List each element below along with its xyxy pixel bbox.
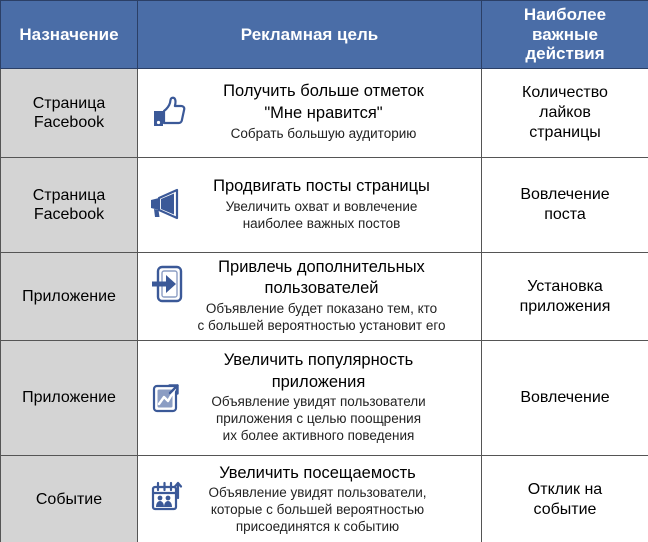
table-row <box>1 253 648 341</box>
action-line2: приложения <box>519 297 611 315</box>
purpose-line1: Приложение <box>22 287 116 305</box>
goal-sub-line2: наиболее важных постов <box>242 215 401 231</box>
column-header-action-line1: Наиболее <box>523 5 607 24</box>
purpose-line1: Страница <box>32 186 106 204</box>
goal-title-line1: Увеличить посещаемость <box>219 463 416 482</box>
goal-title-line1: Продвигать посты страницы <box>213 177 430 196</box>
table-row <box>1 341 648 456</box>
purpose-line2: Facebook <box>33 206 105 224</box>
column-header-action <box>482 1 648 69</box>
action-line2: событие <box>533 501 597 519</box>
cell-purpose <box>1 456 138 542</box>
event-calendar-icon <box>146 478 188 514</box>
goal-title-line2: "Мне нравится" <box>264 104 383 123</box>
cell-purpose <box>1 69 138 158</box>
action-line2: лайков <box>539 104 591 122</box>
goal-sub-line3: присоединятся к событию <box>235 518 400 534</box>
column-header-goal: Рекламная цель <box>138 1 482 69</box>
cell-goal <box>138 253 482 341</box>
purpose-line1: Страница <box>32 94 106 112</box>
cell-purpose <box>1 341 138 456</box>
cell-action <box>482 253 648 341</box>
table-row <box>1 69 648 158</box>
goal-sub-line2: с большей вероятностью установит его <box>197 317 446 333</box>
action-line3: страницы <box>529 124 601 142</box>
table-body <box>1 69 648 542</box>
action-line1: Количество <box>522 84 608 102</box>
table-row <box>1 158 648 253</box>
cell-purpose <box>1 253 138 341</box>
thumbs-up-icon <box>146 94 188 132</box>
app-engagement-chart-icon <box>146 377 188 415</box>
cell-purpose <box>1 158 138 253</box>
action-line1: Вовлечение <box>520 389 610 407</box>
goal-sub-line2: приложения с целью поощрения <box>215 411 422 427</box>
goal-sub-line1: Собрать большую аудиторию <box>230 126 417 142</box>
action-line1: Вовлечение <box>520 186 610 204</box>
header-row <box>1 1 648 69</box>
column-header-purpose: Назначение <box>1 1 138 69</box>
column-header-action-line2: важные <box>532 24 598 44</box>
goal-title-line1: Получить больше отметок <box>223 82 424 101</box>
cell-goal <box>138 456 482 542</box>
goal-title-line1: Увеличить популярность <box>223 350 414 369</box>
app-install-icon <box>146 264 188 304</box>
goal-title-line1: Привлечь дополнительных <box>218 257 425 276</box>
goal-sub-line1: Объявление увидят пользователи <box>211 394 426 410</box>
goal-sub-line1: Увеличить охват и вовлечение <box>225 198 418 214</box>
goal-sub-line2: которые с большей вероятностью <box>210 502 425 518</box>
cell-action <box>482 456 648 542</box>
action-line2: поста <box>544 206 586 224</box>
table-header <box>1 1 648 69</box>
goal-sub-line1: Объявление увидят пользователи, <box>208 485 427 501</box>
cell-goal <box>138 341 482 456</box>
purpose-line2: Facebook <box>33 114 105 132</box>
megaphone-icon <box>146 187 188 221</box>
cell-goal <box>138 69 482 158</box>
goal-title-line2: пользователей <box>264 279 379 298</box>
action-line1: Отклик на <box>527 481 603 499</box>
cell-action <box>482 341 648 456</box>
goal-sub-line3: их более активного поведения <box>222 427 415 443</box>
goal-title-line2: приложения <box>271 372 366 391</box>
cell-action <box>482 158 648 253</box>
cell-action <box>482 69 648 158</box>
purpose-line1: Приложение <box>22 389 116 407</box>
action-line1: Установка <box>527 277 603 295</box>
cell-goal <box>138 158 482 253</box>
purpose-line1: Событие <box>35 491 103 509</box>
table-row <box>1 456 648 542</box>
goal-sub-line1: Объявление будет показано тем, кто <box>205 301 438 317</box>
column-header-action-line3: действия <box>525 44 605 64</box>
